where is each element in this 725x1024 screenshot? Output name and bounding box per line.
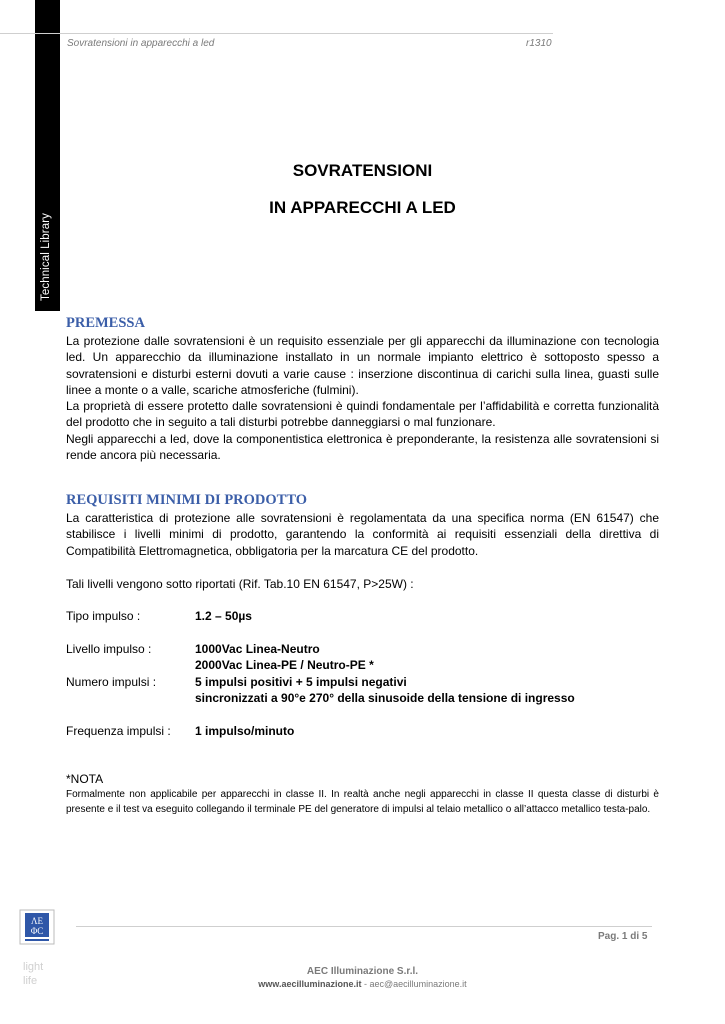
logo-mark-middle: ΦC bbox=[30, 926, 44, 936]
requisiti-paragraph: La caratteristica di protezione alle sovratensioni è regolamentata da una specifica norma (EN 61547) che stabilisce i livelli minimi di prodotto, garantendo la conformità ai requisiti essenziali della direttiva di Compatibilità Elettromagnetica, obbligatoria per la marcatura CE del prodotto. bbox=[66, 511, 659, 558]
premessa-paragraph: Negli apparecchi a led, dove la componentistica elettronica è preponderante, la resistenza alle sovratensioni si rende ancora più necessaria. bbox=[66, 431, 659, 463]
page-number: Pag. 1 di 5 bbox=[598, 931, 648, 942]
website-link[interactable]: www.aecilluminazione.it bbox=[258, 979, 362, 989]
premessa-body bbox=[66, 333, 659, 463]
tipo-impulso-value: 1.2 – 50µs bbox=[195, 609, 252, 623]
page-title-line2: IN APPARECCHI A LED bbox=[269, 198, 456, 217]
note-label: *NOTA bbox=[66, 772, 104, 786]
tipo-impulso-label: Tipo impulso : bbox=[66, 609, 141, 623]
numero-impulsi-label: Numero impulsi : bbox=[66, 675, 157, 689]
section-heading-requisiti: REQUISITI MINIMI DI PRODOTTO bbox=[66, 492, 308, 508]
note-text: Formalmente non applicabile per apparecchi in classe II. In realtà anche negli apparecchi in classe II questa classe di disturbi è presente e il test va eseguito collegando il terminale PE del generatore di impulsi al telaio metallico o all’attacco metallico testa-palo. bbox=[66, 789, 659, 815]
frequenza-impulsi-value: 1 impulso/minuto bbox=[195, 724, 295, 738]
livello-impulso-value: 1000Vac Linea-Neutro bbox=[195, 642, 320, 656]
header-doc-title: Sovratensioni in apparecchi a led bbox=[67, 38, 215, 49]
page-title-line1: SOVRATENSIONI bbox=[292, 161, 433, 180]
livello-impulso-label: Livello impulso : bbox=[66, 642, 152, 656]
logo-word-light: light bbox=[23, 961, 44, 973]
company-name: AEC Illuminazione S.r.l. bbox=[306, 966, 419, 977]
premessa-paragraph: La protezione dalle sovratensioni è un requisito essenziale per gli apparecchi da illuminazione con tecnologia led. Un apparecchio da illuminazione installato in un normale impianto elettrico è sottoposto spesso a sovratensioni e disturbi esterni dovuti a varie cause : inserzione discontinua di carichi sulla linea, guasti sulle linee a monte o a valle, scariche atmosferiche (fulmini). bbox=[66, 334, 659, 397]
numero-impulsi-value: sincronizzati a 90°e 270° della sinusoide della tensione di ingresso bbox=[195, 691, 575, 705]
footer-contacts bbox=[0, 979, 725, 989]
logo-word-life: life bbox=[23, 975, 38, 987]
email-link[interactable]: aec@aecilluminazione.it bbox=[369, 979, 467, 989]
footer-divider bbox=[76, 926, 652, 927]
levels-intro: Tali livelli vengono sotto riportati (Rif. Tab.10 EN 61547, P>25W) : bbox=[66, 577, 414, 591]
section-heading-premessa: PREMESSA bbox=[66, 315, 145, 331]
header-divider bbox=[0, 33, 553, 34]
contact-separator: - bbox=[361, 979, 370, 989]
logo-mark-top: ΛΕ bbox=[30, 916, 44, 926]
livello-impulso-value: 2000Vac Linea-PE / Neutro-PE * bbox=[195, 658, 374, 672]
header-revision: r1310 bbox=[526, 38, 552, 49]
premessa-paragraph: La proprietà di essere protetto dalle sovratensioni è quindi fondamentale per l’affidabilità e corretta funzionalità del prodotto che in seguito a tali disturbi potrebbe danneggiarsi o mal funzionare. bbox=[66, 399, 659, 430]
frequenza-impulsi-label: Frequenza impulsi : bbox=[66, 724, 171, 738]
numero-impulsi-value: 5 impulsi positivi + 5 impulsi negativi bbox=[195, 675, 407, 689]
